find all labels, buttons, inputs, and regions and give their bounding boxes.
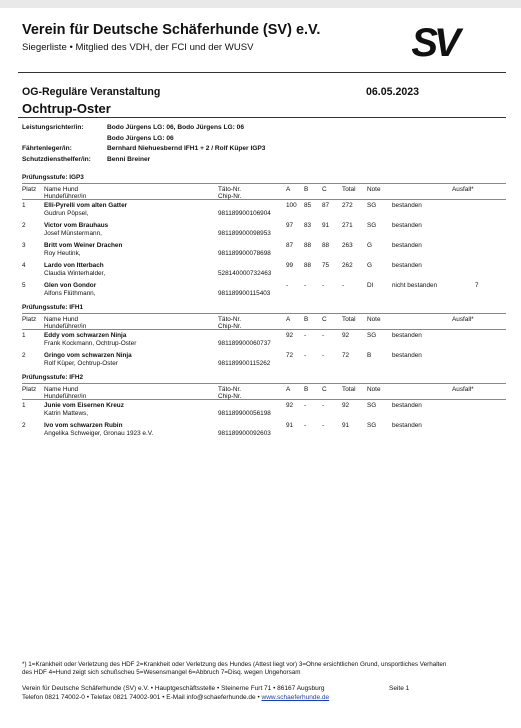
header-rule	[18, 72, 506, 73]
event-place: Ochtrup-Oster	[22, 101, 111, 116]
cell-handler: Rolf Küper, Ochtrup-Oster	[44, 360, 118, 367]
section-ifh2	[22, 374, 506, 440]
cell-note: G	[367, 262, 372, 269]
cell-platz: 4	[22, 262, 26, 269]
col-name: Name Hund	[44, 316, 79, 323]
table-row	[22, 260, 506, 280]
cell-chip: 981189900115262	[218, 360, 271, 367]
cell-note: SG	[367, 332, 377, 339]
cell-note: G	[367, 242, 372, 249]
col-ausfall: Ausfall*	[452, 186, 474, 193]
footnote-line: des HDF 4=Hund zeigt sich schußscheu 5=Wesensmangel 6=Abbruch 7=Disq. wegen Ungehorsam	[22, 669, 301, 677]
table-row	[22, 240, 506, 260]
cell-chip: 981189900106904	[218, 210, 271, 217]
col-name: Name Hund	[44, 386, 79, 393]
cell-c: 87	[322, 202, 330, 209]
col-tato: Täto-Nr.	[218, 386, 242, 393]
cell-b: -	[304, 352, 307, 359]
cell-c: -	[322, 422, 325, 429]
section-heading: Prüfungsstufe: IFH1	[22, 304, 84, 311]
cell-chip: 981189900115403	[218, 290, 271, 297]
document-title: Verein für Deutsche Schäferhunde (SV) e.V.	[22, 22, 321, 38]
col-c: C	[322, 186, 327, 193]
footnote-line: *) 1=Krankheit oder Verletzung des HDF 2=Krankheit oder Verletzung des Hundes (Attest liegt vor) 3=Ohne ersichtlichen Grund, unsportliches Verhalten	[22, 661, 447, 668]
cell-note: SG	[367, 222, 377, 229]
sv-logo-text: SV	[411, 22, 457, 62]
col-b: B	[304, 186, 309, 193]
cell-b: 88	[304, 242, 312, 249]
table-row	[22, 280, 506, 300]
cell-b: -	[304, 332, 307, 339]
table-row	[22, 350, 506, 370]
col-total: Total	[342, 316, 356, 323]
cell-dog-name: Gringo vom schwarzen Ninja	[44, 352, 132, 359]
meta-value: Bodo Jürgens LG: 06	[107, 134, 174, 142]
table-row	[22, 400, 506, 420]
section-heading: Prüfungsstufe: IGP3	[22, 174, 84, 181]
cell-c: -	[322, 282, 325, 289]
col-total: Total	[342, 386, 356, 393]
cell-platz: 1	[22, 202, 26, 209]
col-note: Note	[367, 186, 381, 193]
col-name: Name Hund	[44, 186, 79, 193]
page-footer	[22, 685, 506, 702]
column-header	[22, 183, 506, 200]
cell-b: 85	[304, 202, 312, 209]
col-a: A	[286, 316, 291, 323]
col-platz: Platz	[22, 186, 37, 193]
footnote	[22, 661, 506, 678]
cell-total: 91	[342, 422, 350, 429]
website-link[interactable]: www.schaeferhunde.de	[261, 693, 330, 701]
cell-dog-name: Glen von Gondor	[44, 282, 97, 289]
event-rule	[18, 117, 506, 118]
col-ausfall: Ausfall*	[452, 386, 474, 393]
cell-result: bestanden	[392, 402, 422, 409]
cell-c: -	[322, 332, 325, 339]
table-row	[22, 420, 506, 440]
cell-result: bestanden	[392, 332, 422, 339]
cell-total: -	[342, 282, 345, 289]
col-tato: Täto-Nr.	[218, 316, 242, 323]
cell-c: -	[322, 352, 325, 359]
cell-platz: 5	[22, 282, 26, 289]
cell-total: 263	[342, 242, 353, 249]
cell-handler: Roy Heutink,	[44, 250, 81, 257]
cell-dog-name: Eddy vom schwarzen Ninja	[44, 332, 127, 339]
cell-result: bestanden	[392, 262, 422, 269]
cell-c: -	[322, 402, 325, 409]
cell-handler: Josef Münstermann,	[44, 230, 102, 237]
col-chip: Chip-Nr.	[218, 323, 242, 330]
cell-handler: Claudia Winterhalder,	[44, 270, 106, 277]
cell-handler: Alfons Flüthmann,	[44, 290, 96, 297]
cell-result: bestanden	[392, 422, 422, 429]
col-handler: Hundeführer/in	[44, 393, 87, 400]
section-heading: Prüfungsstufe: IFH2	[22, 374, 84, 381]
meta-value: Bernhard Niehuesbernd IFH1 + 2 / Rolf Küper IGP3	[107, 145, 266, 152]
meta-value: Benni Breiner	[107, 155, 151, 163]
meta-label: Schutzdiensthelfer/in:	[22, 155, 91, 163]
cell-total: 92	[342, 332, 350, 339]
section-igp3	[22, 174, 506, 300]
cell-chip: 981189900098953	[218, 230, 271, 237]
cell-platz: 1	[22, 332, 26, 339]
meta-label: Leistungsrichter/in:	[22, 124, 84, 131]
cell-result: bestanden	[392, 352, 422, 359]
cell-a: 87	[286, 242, 294, 249]
cell-a: -	[286, 282, 289, 289]
event-date: 06.05.2023	[366, 86, 420, 98]
cell-note: SG	[367, 202, 377, 209]
cell-handler: Katrin Mattews,	[44, 410, 89, 417]
cell-b: 88	[304, 262, 312, 269]
table-row	[22, 220, 506, 240]
cell-total: 92	[342, 402, 350, 409]
cell-note: SG	[367, 422, 377, 429]
col-a: A	[286, 386, 291, 393]
cell-platz: 2	[22, 222, 26, 229]
footer-contact	[22, 694, 506, 703]
document-subtitle: Siegerliste • Mitglied des VDH, der FCI und der WUSV	[22, 42, 254, 53]
cell-a: 72	[286, 352, 294, 359]
cell-ausfall: 7	[475, 282, 479, 289]
cell-dog-name: Elli-Pyrelli vom alten Gatter	[44, 202, 128, 209]
col-handler: Hundeführer/in	[44, 323, 87, 330]
event-title: OG-Reguläre Veranstaltung	[22, 86, 161, 98]
cell-handler: Gudrun Pöpsel,	[44, 210, 89, 217]
cell-total: 271	[342, 222, 353, 229]
cell-chip: 528140000732463	[218, 270, 272, 277]
col-chip: Chip-Nr.	[218, 393, 242, 400]
page-number: Seite 1	[389, 685, 410, 692]
col-note: Note	[367, 316, 381, 323]
cell-chip: 981189900060737	[218, 340, 271, 347]
cell-result: bestanden	[392, 202, 422, 209]
col-c: C	[322, 316, 327, 323]
col-c: C	[322, 386, 327, 393]
cell-note: SG	[367, 402, 377, 409]
cell-a: 92	[286, 332, 294, 339]
col-total: Total	[342, 186, 356, 193]
cell-b: -	[304, 282, 307, 289]
col-platz: Platz	[22, 386, 37, 393]
meta-value: Bodo Jürgens LG: 06, Bodo Jürgens LG: 06	[107, 124, 245, 131]
cell-dog-name: Lardo von Itterbach	[44, 262, 104, 269]
cell-result: bestanden	[392, 242, 422, 249]
cell-b: -	[304, 402, 307, 409]
col-b: B	[304, 386, 309, 393]
col-b: B	[304, 316, 309, 323]
cell-note: B	[367, 352, 372, 359]
footer-address: Verein für Deutsche Schäferhunde (SV) e.V. • Hauptgeschäftsstelle • Steinerne Furt 71 • 86167 Augsburg	[22, 685, 325, 692]
table-row	[22, 330, 506, 350]
cell-platz: 1	[22, 402, 26, 409]
cell-platz: 2	[22, 352, 26, 359]
cell-platz: 2	[22, 422, 26, 429]
column-header	[22, 313, 506, 330]
col-chip: Chip-Nr.	[218, 193, 242, 200]
cell-a: 91	[286, 422, 294, 429]
cell-chip: 981189900078698	[218, 250, 271, 257]
cell-dog-name: Britt vom Weiner Drachen	[44, 242, 123, 249]
cell-note: DI	[367, 282, 374, 289]
cell-c: 91	[322, 222, 330, 229]
table-row	[22, 200, 506, 220]
cell-result: bestanden	[392, 222, 422, 229]
cell-c: 88	[322, 242, 330, 249]
column-header	[22, 383, 506, 400]
col-a: A	[286, 186, 291, 193]
cell-a: 97	[286, 222, 294, 229]
cell-chip: 981189900092603	[218, 430, 271, 437]
cell-dog-name: Victor vom Brauhaus	[44, 222, 109, 229]
cell-b: -	[304, 422, 307, 429]
col-handler: Hundeführer/in	[44, 193, 87, 200]
cell-dog-name: Ivo vom schwarzen Rubin	[44, 422, 123, 429]
cell-chip: 981189900056198	[218, 410, 271, 417]
col-ausfall: Ausfall*	[452, 316, 474, 323]
cell-dog-name: Junie vom Eisernen Kreuz	[44, 402, 124, 409]
cell-total: 272	[342, 202, 353, 209]
cell-b: 83	[304, 222, 312, 229]
section-ifh1	[22, 304, 506, 370]
cell-a: 99	[286, 262, 294, 269]
col-platz: Platz	[22, 316, 37, 323]
top-bar	[0, 0, 521, 8]
cell-total: 262	[342, 262, 353, 269]
cell-total: 72	[342, 352, 350, 359]
cell-a: 92	[286, 402, 294, 409]
cell-c: 75	[322, 262, 330, 269]
cell-a: 100	[286, 202, 297, 209]
cell-result: nicht bestanden	[392, 282, 438, 289]
cell-handler: Frank Kockmann, Ochtrup-Oster	[44, 340, 137, 347]
cell-handler: Angelika Schweiger, Gronau 1923 e.V.	[44, 430, 154, 437]
sv-logo	[399, 22, 469, 62]
col-tato: Täto-Nr.	[218, 186, 242, 193]
meta-label: Fährtenleger/in:	[22, 145, 72, 152]
cell-platz: 3	[22, 242, 26, 249]
footer-contact-text: Telefon 0821 74002-0 • Telefax 0821 74002-901 • E-Mail info@schaeferhunde.de •	[22, 693, 262, 701]
col-note: Note	[367, 386, 381, 393]
